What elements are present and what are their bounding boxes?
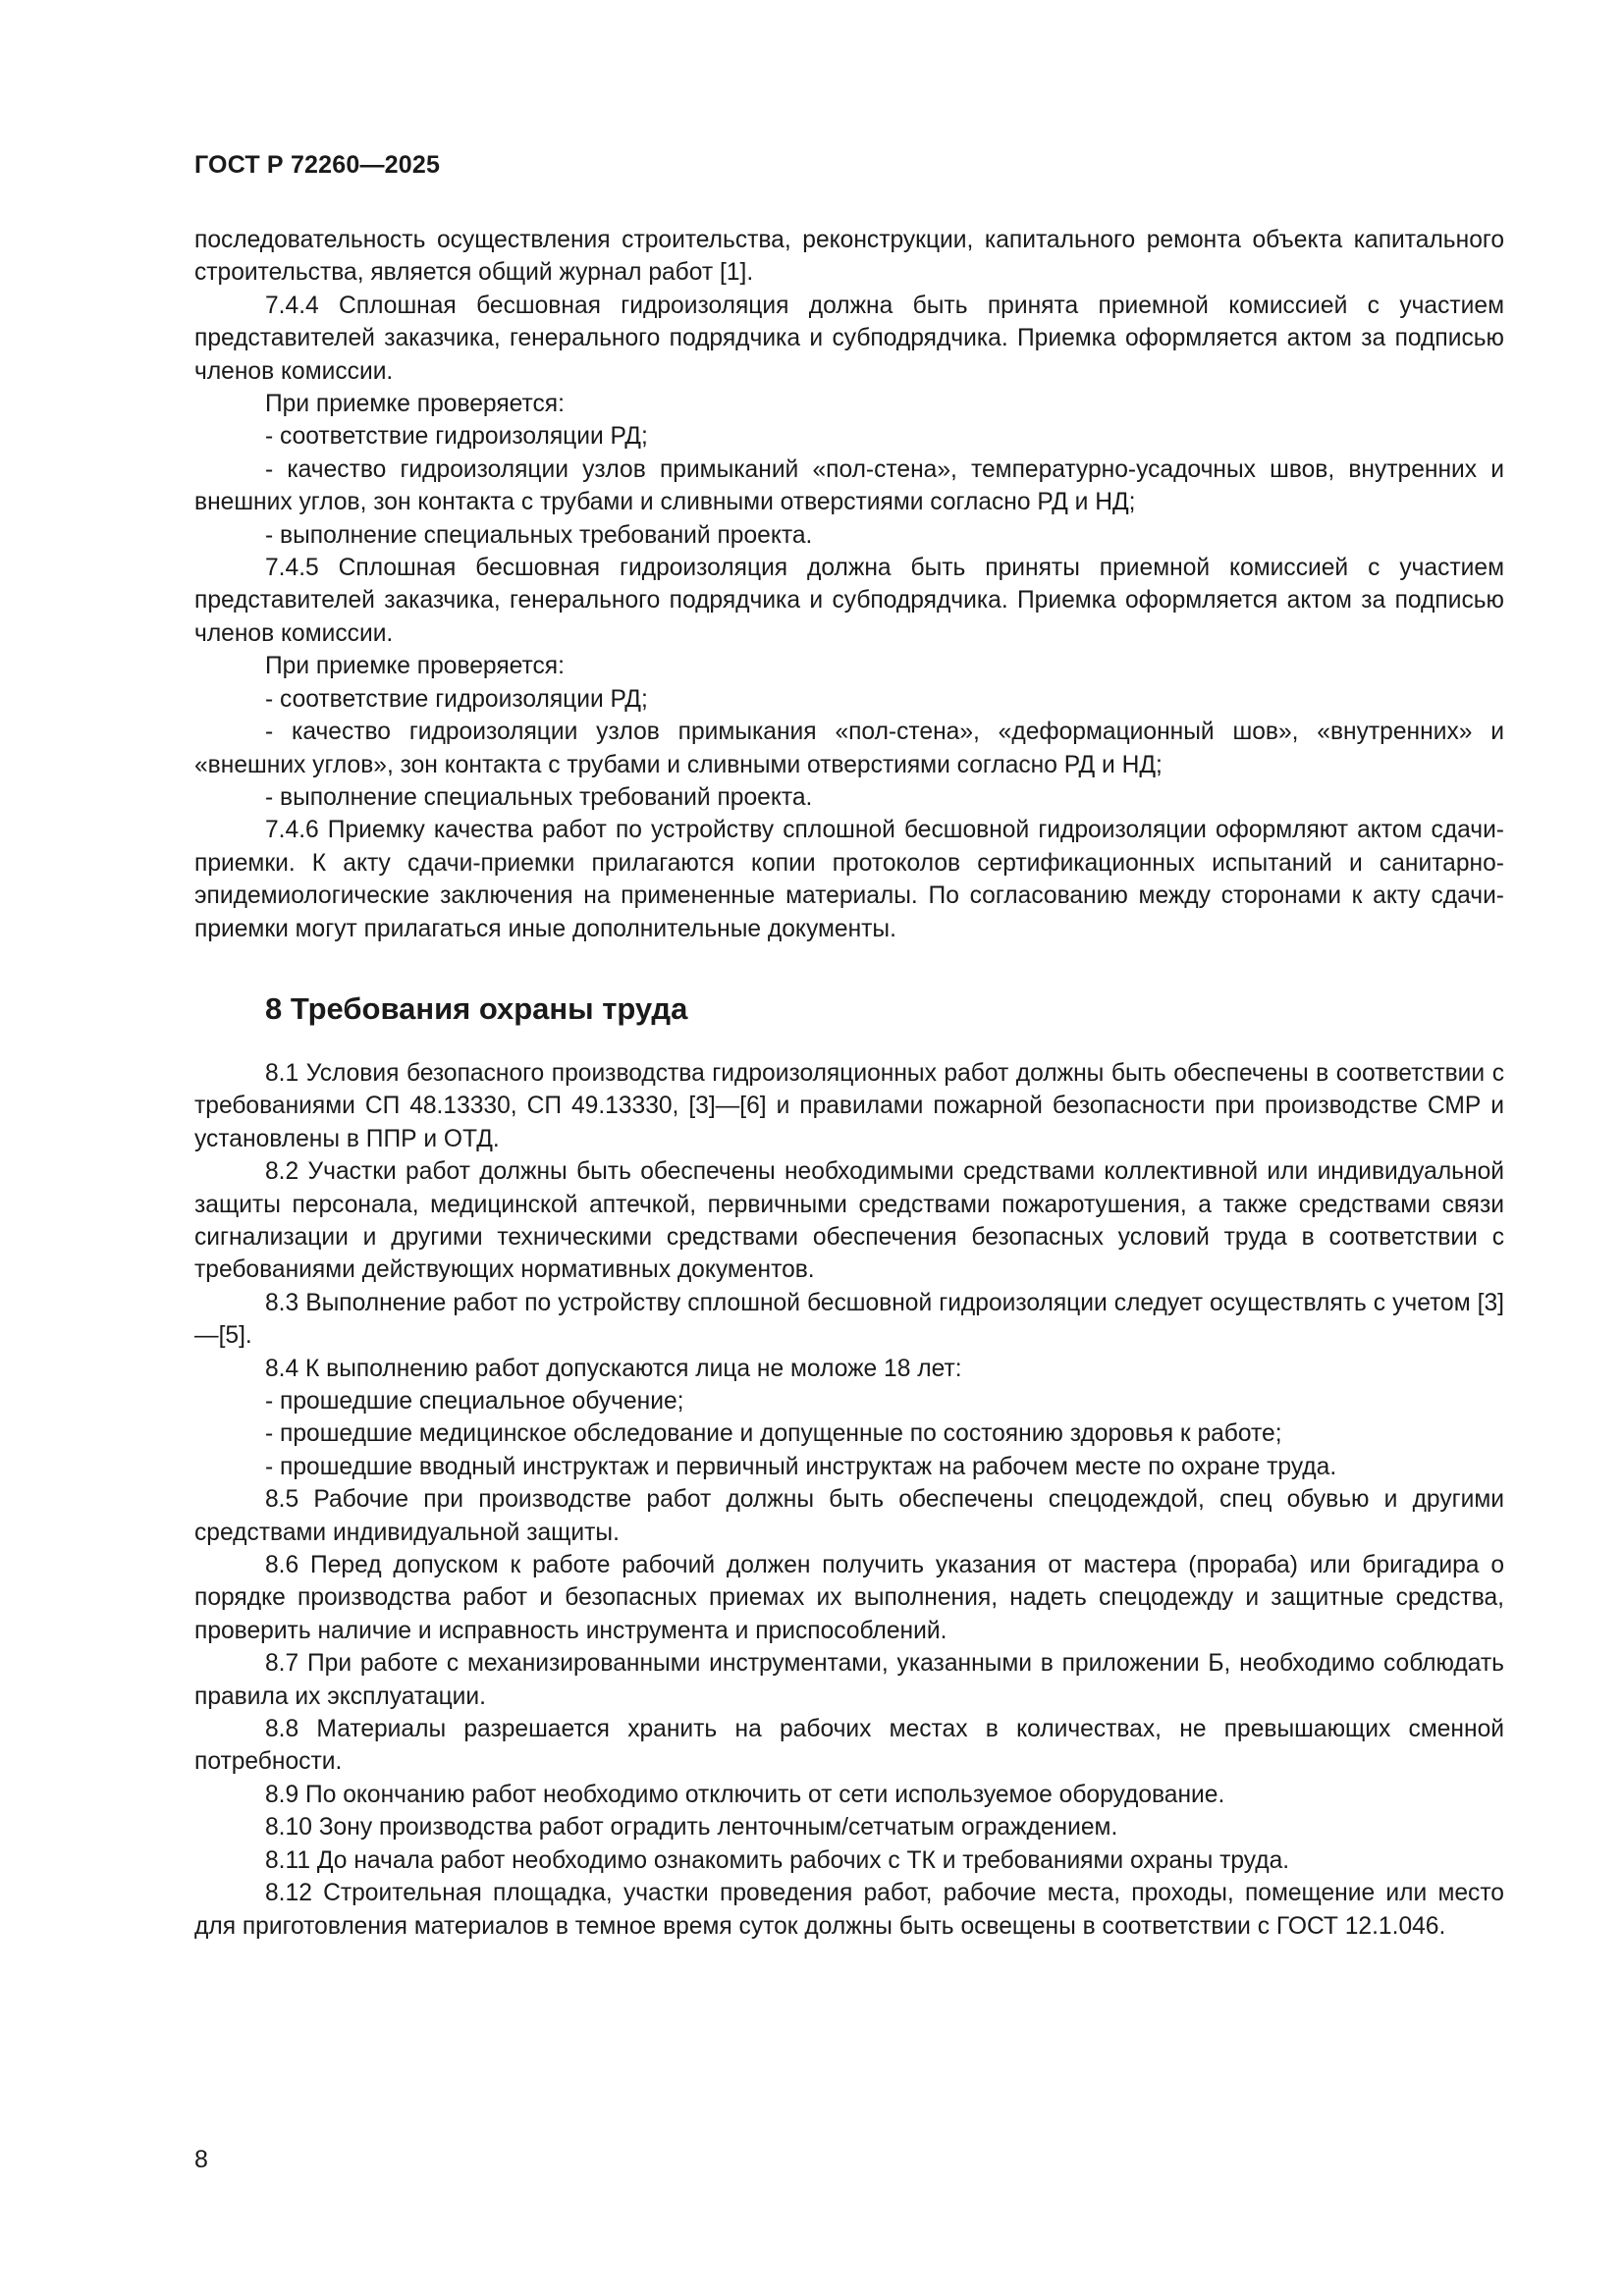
document-body bbox=[194, 224, 1504, 1943]
clause-7-4-6: 7.4.6 Приемку качества работ по устройству сплошной бесшовной гидроизоляции оформляют актом сдачи-приемки. К акту сдачи-приемки прилагаются копии протоколов сертификационных испытаний и санитарно-эпидемиологические заключения на примененные материалы. По согласованию между сторонами к акту сдачи-приемки могут прилагаться иные дополнительные документы. bbox=[194, 817, 1504, 942]
list-item: - соответствие гидроизоляции РД; bbox=[265, 685, 648, 713]
list-item: - прошедшие медицинское обследование и допущенные по состоянию здоровья к работе; bbox=[265, 1420, 1282, 1448]
clause-8-3: 8.3 Выполнение работ по устройству сплошной бесшовной гидроизоляции следует осуществлять с учетом [3]—[5]. bbox=[194, 1289, 1504, 1350]
clause-8-1: 8.1 Условия безопасного производства гидроизоляционных работ должны быть обеспечены в соответствии с требованиями СП 48.13330, СП 49.13330, [3]—[6] и правилами пожарной безопасности при производстве СМР и установлены в ППР и ОТД. bbox=[194, 1059, 1504, 1152]
clause-8-5: 8.5 Рабочие при производстве работ должны быть обеспечены спецодеждой, спец обувью и другими средствами индивидуальной защиты. bbox=[194, 1486, 1504, 1546]
clause-8-11: 8.11 До начала работ необходимо ознакомить рабочих с ТК и требованиями охраны труда. bbox=[265, 1846, 1290, 1874]
checklist-intro: При приемке проверяется: bbox=[265, 391, 565, 418]
clause-8-2: 8.2 Участки работ должны быть обеспечены необходимыми средствами коллективной или индивидуальной защиты персонала, медицинской аптечкой, первичными средствами пожаротушения, а также средствами связи сигнализации и другими техническими средствами обеспечения безопасных условий труда в соответствии с требованиями действующих нормативных документов. bbox=[194, 1158, 1504, 1284]
list-item: - качество гидроизоляции узлов примыканий «пол-стена», температурно-усадочных швов, внутренних и внешних углов, зон контакта с трубами и сливными отверстиями согласно РД и НД; bbox=[194, 455, 1504, 516]
clause-7-4-4: 7.4.4 Сплошная бесшовная гидроизоляция должна быть принята приемной комиссией с участием представителей заказчика, генерального подрядчика и субподрядчика. Приемка оформляется актом за подписью членов комиссии. bbox=[194, 292, 1504, 385]
clause-8-4: 8.4 К выполнению работ допускаются лица не моложе 18 лет: bbox=[265, 1355, 962, 1382]
paragraph-continuation: последовательность осуществления строительства, реконструкции, капитального ремонта объекта капитального строительства, является общий журнал работ [1]. bbox=[194, 227, 1504, 287]
clause-7-4-5: 7.4.5 Сплошная бесшовная гидроизоляция должна быть приняты приемной комиссией с участием представителей заказчика, генерального подрядчика и субподрядчика. Приемка оформляется актом за подписью членов комиссии. bbox=[194, 555, 1504, 647]
clause-8-8: 8.8 Материалы разрешается хранить на рабочих местах в количествах, не превышающих сменной потребности. bbox=[194, 1716, 1504, 1776]
list-item: - прошедшие специальное обучение; bbox=[265, 1388, 684, 1415]
clause-8-10: 8.10 Зону производства работ оградить ленточным/сетчатым ограждением. bbox=[265, 1814, 1118, 1842]
document-code-header: ГОСТ Р 72260—2025 bbox=[194, 151, 441, 179]
clause-8-7: 8.7 При работе с механизированными инструментами, указанными в приложении Б, необходимо соблюдать правила их эксплуатации. bbox=[194, 1650, 1504, 1710]
list-item: - качество гидроизоляции узлов примыкания «пол-стена», «деформационный шов», «внутренних» и «внешних углов», зон контакта с трубами и сливными отверстиями согласно РД и НД; bbox=[194, 719, 1504, 778]
section-8-heading: 8 Требования охраны труда bbox=[265, 990, 688, 1026]
clause-8-9: 8.9 По окончанию работ необходимо отключить от сети используемое оборудование. bbox=[265, 1781, 1225, 1808]
list-item: - выполнение специальных требований проекта. bbox=[265, 521, 813, 549]
clause-8-6: 8.6 Перед допуском к работе рабочий должен получить указания от мастера (прораба) или бригадира о порядке производства работ и безопасных приемах их выполнения, надеть спецодежду и защитные средства, проверить наличие и исправность инструмента и приспособлений. bbox=[194, 1552, 1504, 1644]
page-number: 8 bbox=[194, 2146, 208, 2173]
clause-8-12: 8.12 Строительная площадка, участки проведения работ, рабочие места, проходы, помещение или место для приготовления материалов в темное время суток должны быть освещены в соответствии с ГОСТ 12.1.046. bbox=[194, 1880, 1504, 1940]
checklist-intro: При приемке проверяется: bbox=[265, 653, 565, 680]
list-item: - соответствие гидроизоляции РД; bbox=[265, 423, 648, 451]
list-item: - выполнение специальных требований проекта. bbox=[265, 783, 813, 811]
list-item: - прошедшие вводный инструктаж и первичный инструктаж на рабочем месте по охране труда. bbox=[265, 1453, 1337, 1480]
